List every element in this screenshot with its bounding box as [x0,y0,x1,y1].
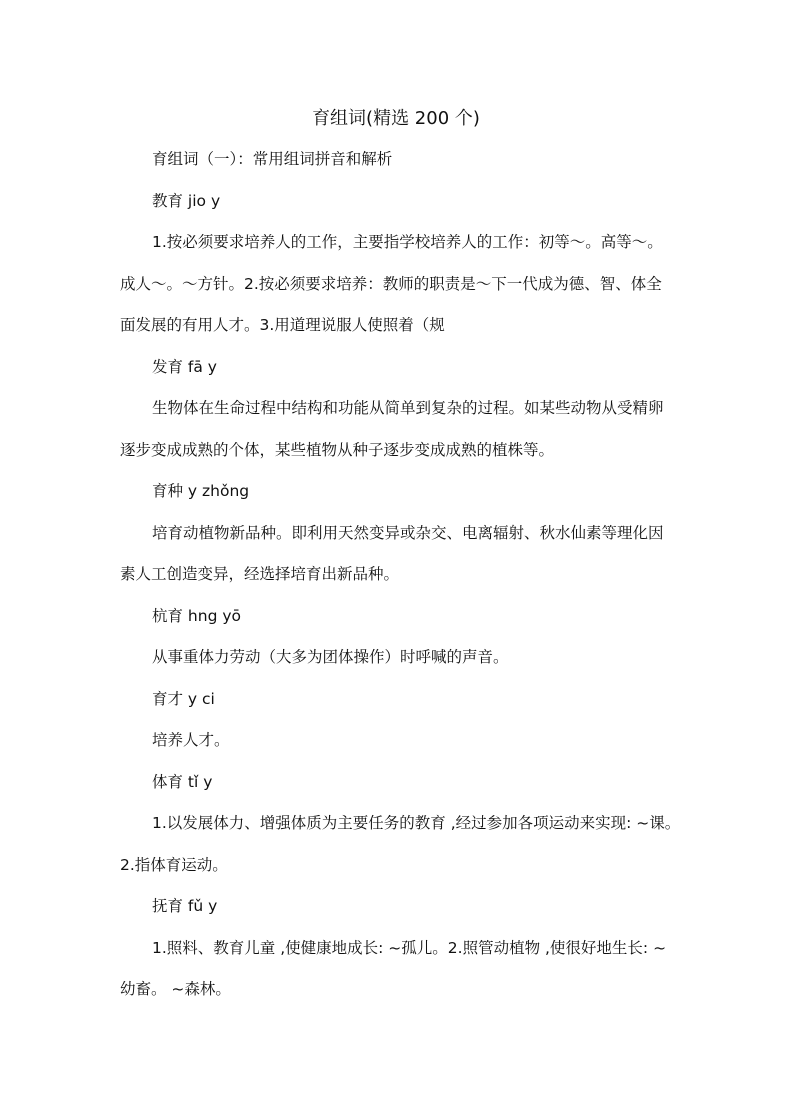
paragraph-line: 教育 jio y [152,191,221,210]
paragraph-line: 1.照料、教育儿童 ,使健康地成长: ~孤儿。2.照管动植物 ,使很好地生长: ~ [152,938,667,957]
paragraph [120,222,676,347]
paragraph-line: 育组词（一）：常用组词拼音和解析 [152,150,393,168]
paragraph-line: 育种 y zhǒng [152,482,250,500]
paragraph [120,928,676,1011]
paragraph [120,720,676,762]
paragraph-line: 育才 y ci [152,689,215,708]
page-title: 育组词(精选 200 个) [312,108,480,129]
paragraph-line: 1.以发展体力、增强体质为主要任务的教育 ,经过参加各项运动来实现: ~课。 [152,814,681,832]
paragraph [120,886,676,928]
paragraph-line: 成人～。～方针。2.按必须要求培养：教师的职责是～下一代成为德、智、体全 [120,274,662,293]
paragraph [120,596,676,638]
paragraph-line: 培育动植物新品种。即利用天然变异或杂交、电离辐射、秋水仙素等理化因 [152,523,664,542]
paragraph-line: 素人工创造变异，经选择培育出新品种。 [120,565,400,583]
paragraph [120,388,676,471]
paragraph-line: 逐步变成成熟的个体，某些植物从种子逐步变成成熟的植株等。 [120,440,555,459]
paragraph [120,679,676,721]
paragraph-line: 面发展的有用人才。3.用道理说服人使照着（规 [120,316,445,334]
paragraph [120,181,676,223]
paragraph [120,803,681,886]
paragraph [120,347,676,389]
paragraph-line: 从事重体力劳动（大多为团体操作）时呼喊的声音。 [152,648,509,666]
paragraph-line: 发育 fā y [152,357,217,376]
paragraph-line: 幼畜。 ~森林。 [120,980,231,998]
paragraph [120,139,676,181]
paragraph [120,762,676,804]
paragraph-line: 杭育 hng yō [152,606,241,625]
paragraph-line: 体育 tǐ y [152,772,213,791]
paragraph [120,637,676,679]
paragraph-line: 1.按必须要求培养人的工作，主要指学校培养人的工作：初等～。高等～。 [152,233,663,251]
paragraph-line: 生物体在生命过程中结构和功能从简单到复杂的过程。如某些动物从受精卵 [152,399,664,417]
paragraph [120,513,676,596]
paragraph-line: 培养人才。 [152,731,230,749]
paragraph-line: 抚育 fǔ y [152,897,218,915]
paragraph [120,471,676,513]
paragraph-line: 2.指体育运动。 [120,855,228,874]
